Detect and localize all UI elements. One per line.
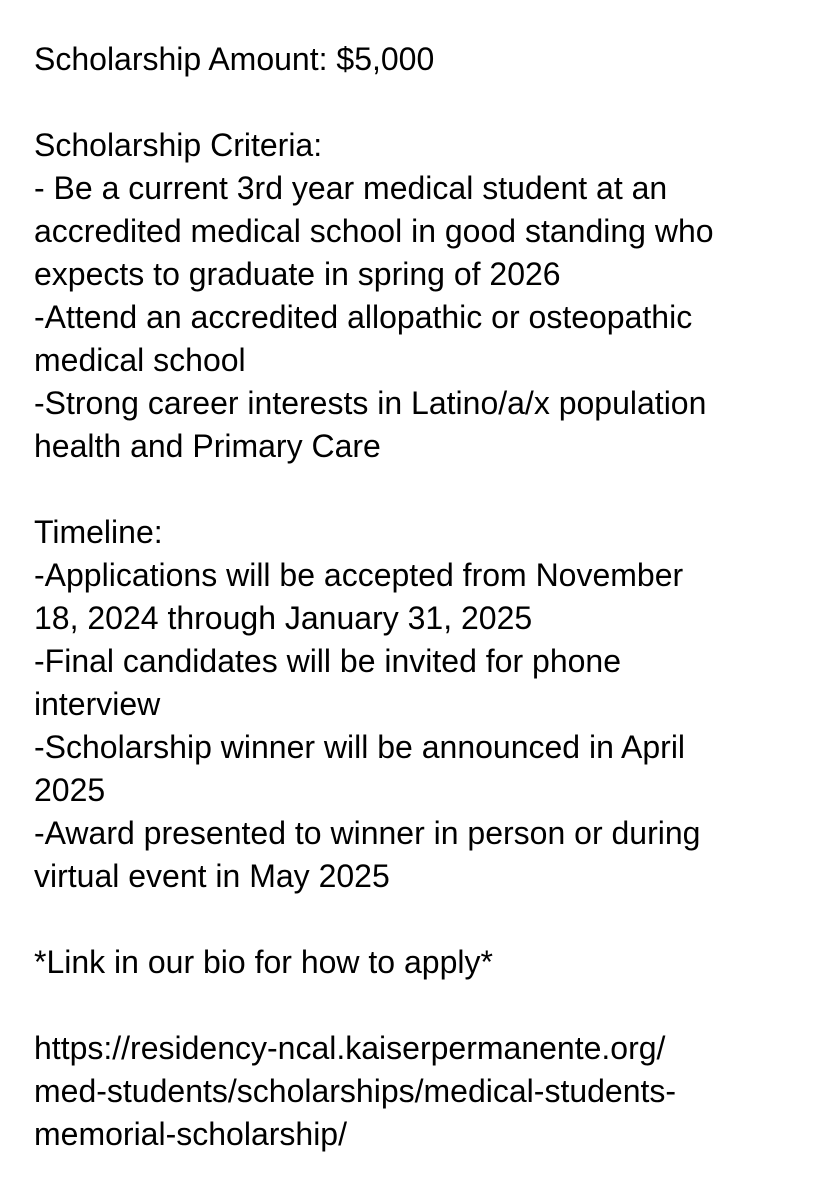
bio-link-note: *Link in our bio for how to apply* (34, 944, 493, 980)
timeline-line: -Final candidates will be invited for phone (34, 643, 621, 679)
blank-line (34, 984, 814, 1027)
scholarship-amount: Scholarship Amount: $5,000 (34, 41, 435, 77)
criteria-line: health and Primary Care (34, 428, 381, 464)
blank-line (34, 81, 814, 124)
timeline-line: 2025 (34, 772, 106, 808)
timeline-line: interview (34, 686, 161, 722)
criteria-line: expects to graduate in spring of 2026 (34, 256, 561, 292)
criteria-line: accredited medical school in good standing who (34, 213, 714, 249)
timeline-line: -Award presented to winner in person or during (34, 815, 701, 851)
timeline-heading: Timeline: (34, 514, 163, 550)
criteria-line: -Strong career interests in Latino/a/x population (34, 385, 707, 421)
criteria-line: -Attend an accredited allopathic or osteopathic (34, 299, 693, 335)
timeline-line: -Scholarship winner will be announced in April (34, 729, 686, 765)
blank-line (34, 898, 814, 941)
criteria-heading: Scholarship Criteria: (34, 127, 323, 163)
timeline-line: 18, 2024 through January 31, 2025 (34, 600, 533, 636)
timeline-line: virtual event in May 2025 (34, 858, 390, 894)
url-line[interactable]: memorial-scholarship/ (34, 1116, 347, 1152)
note-body (34, 38, 814, 1156)
url-line[interactable]: med-students/scholarships/medical-students- (34, 1073, 677, 1109)
timeline-line: -Applications will be accepted from November (34, 557, 684, 593)
blank-line (34, 468, 814, 511)
criteria-line: medical school (34, 342, 246, 378)
url-line[interactable]: https://residency-ncal.kaiserpermanente.org/ (34, 1030, 666, 1066)
criteria-line: - Be a current 3rd year medical student at an (34, 170, 668, 206)
